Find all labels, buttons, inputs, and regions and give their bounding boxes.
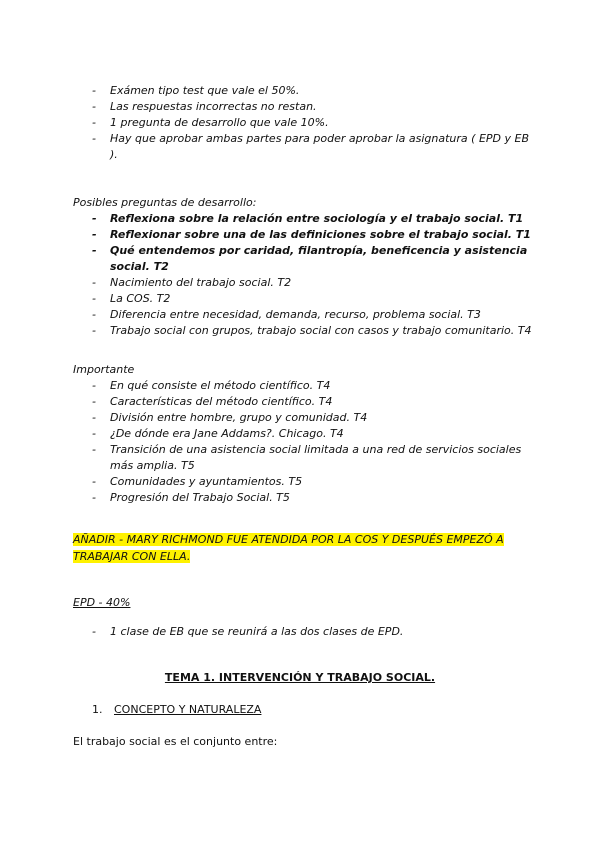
list-item: - Las respuestas incorrectas no restan. bbox=[73, 99, 533, 115]
list-item: - Transición de una asistencia social limitada a una red de servicios sociales más amplia. T5 bbox=[73, 442, 533, 474]
list-item: - Nacimiento del trabajo social. T2 bbox=[73, 275, 533, 291]
list-item: - En qué consiste el método científico. T4 bbox=[73, 378, 533, 394]
epd-heading: EPD - 40% bbox=[73, 596, 131, 609]
list-item: - La COS. T2 bbox=[73, 291, 533, 307]
list-item: - Trabajo social con grupos, trabajo social con casos y trabajo comunitario. T4 bbox=[73, 323, 533, 339]
list-item: - Características del método científico. T4 bbox=[73, 394, 533, 410]
tema-title: TEMA 1. INTERVENCIÓN Y TRABAJO SOCIAL. bbox=[164, 671, 436, 684]
body-paragraph: El trabajo social es el conjunto entre: bbox=[73, 735, 278, 748]
list-item: - Qué entendemos por caridad, filantropía, beneficencia y asistencia social. T2 bbox=[73, 243, 533, 275]
list-item: - Diferencia entre necesidad, demanda, recurso, problema social. T3 bbox=[73, 307, 533, 323]
list-item: - Comunidades y ayuntamientos. T5 bbox=[73, 474, 533, 490]
list-item: - Progresión del Trabajo Social. T5 bbox=[73, 490, 533, 506]
section-heading bbox=[92, 702, 261, 718]
list-item: - Reflexionar sobre una de las definiciones sobre el trabajo social. T1 bbox=[73, 227, 533, 243]
dev-questions-list bbox=[73, 211, 533, 339]
list-item: - Exámen tipo test que vale el 50%. bbox=[73, 83, 533, 99]
highlight-note bbox=[73, 531, 533, 565]
exam-notes-list bbox=[73, 83, 533, 163]
dev-questions-heading: Posibles preguntas de desarrollo: bbox=[73, 196, 257, 209]
list-item: - 1 pregunta de desarrollo que vale 10%. bbox=[73, 115, 533, 131]
list-item: - Hay que aprobar ambas partes para poder aprobar la asignatura ( EPD y EB ). bbox=[73, 131, 533, 163]
section-number: 1. bbox=[92, 703, 103, 716]
highlighted-text: AÑADIR - MARY RICHMOND FUE ATENDIDA POR LA COS Y DESPUÉS EMPEZÓ A TRABAJAR CON ELLA. bbox=[73, 533, 504, 563]
epd-list bbox=[73, 624, 533, 640]
important-heading: Importante bbox=[73, 363, 135, 376]
list-item: - 1 clase de EB que se reunirá a las dos clases de EPD. bbox=[73, 624, 533, 640]
list-item: - ¿De dónde era Jane Addams?. Chicago. T4 bbox=[73, 426, 533, 442]
important-list bbox=[73, 378, 533, 506]
list-item: - División entre hombre, grupo y comunidad. T4 bbox=[73, 410, 533, 426]
list-item: - Reflexiona sobre la relación entre sociología y el trabajo social. T1 bbox=[73, 211, 533, 227]
section-title: CONCEPTO Y NATURALEZA bbox=[114, 703, 262, 716]
